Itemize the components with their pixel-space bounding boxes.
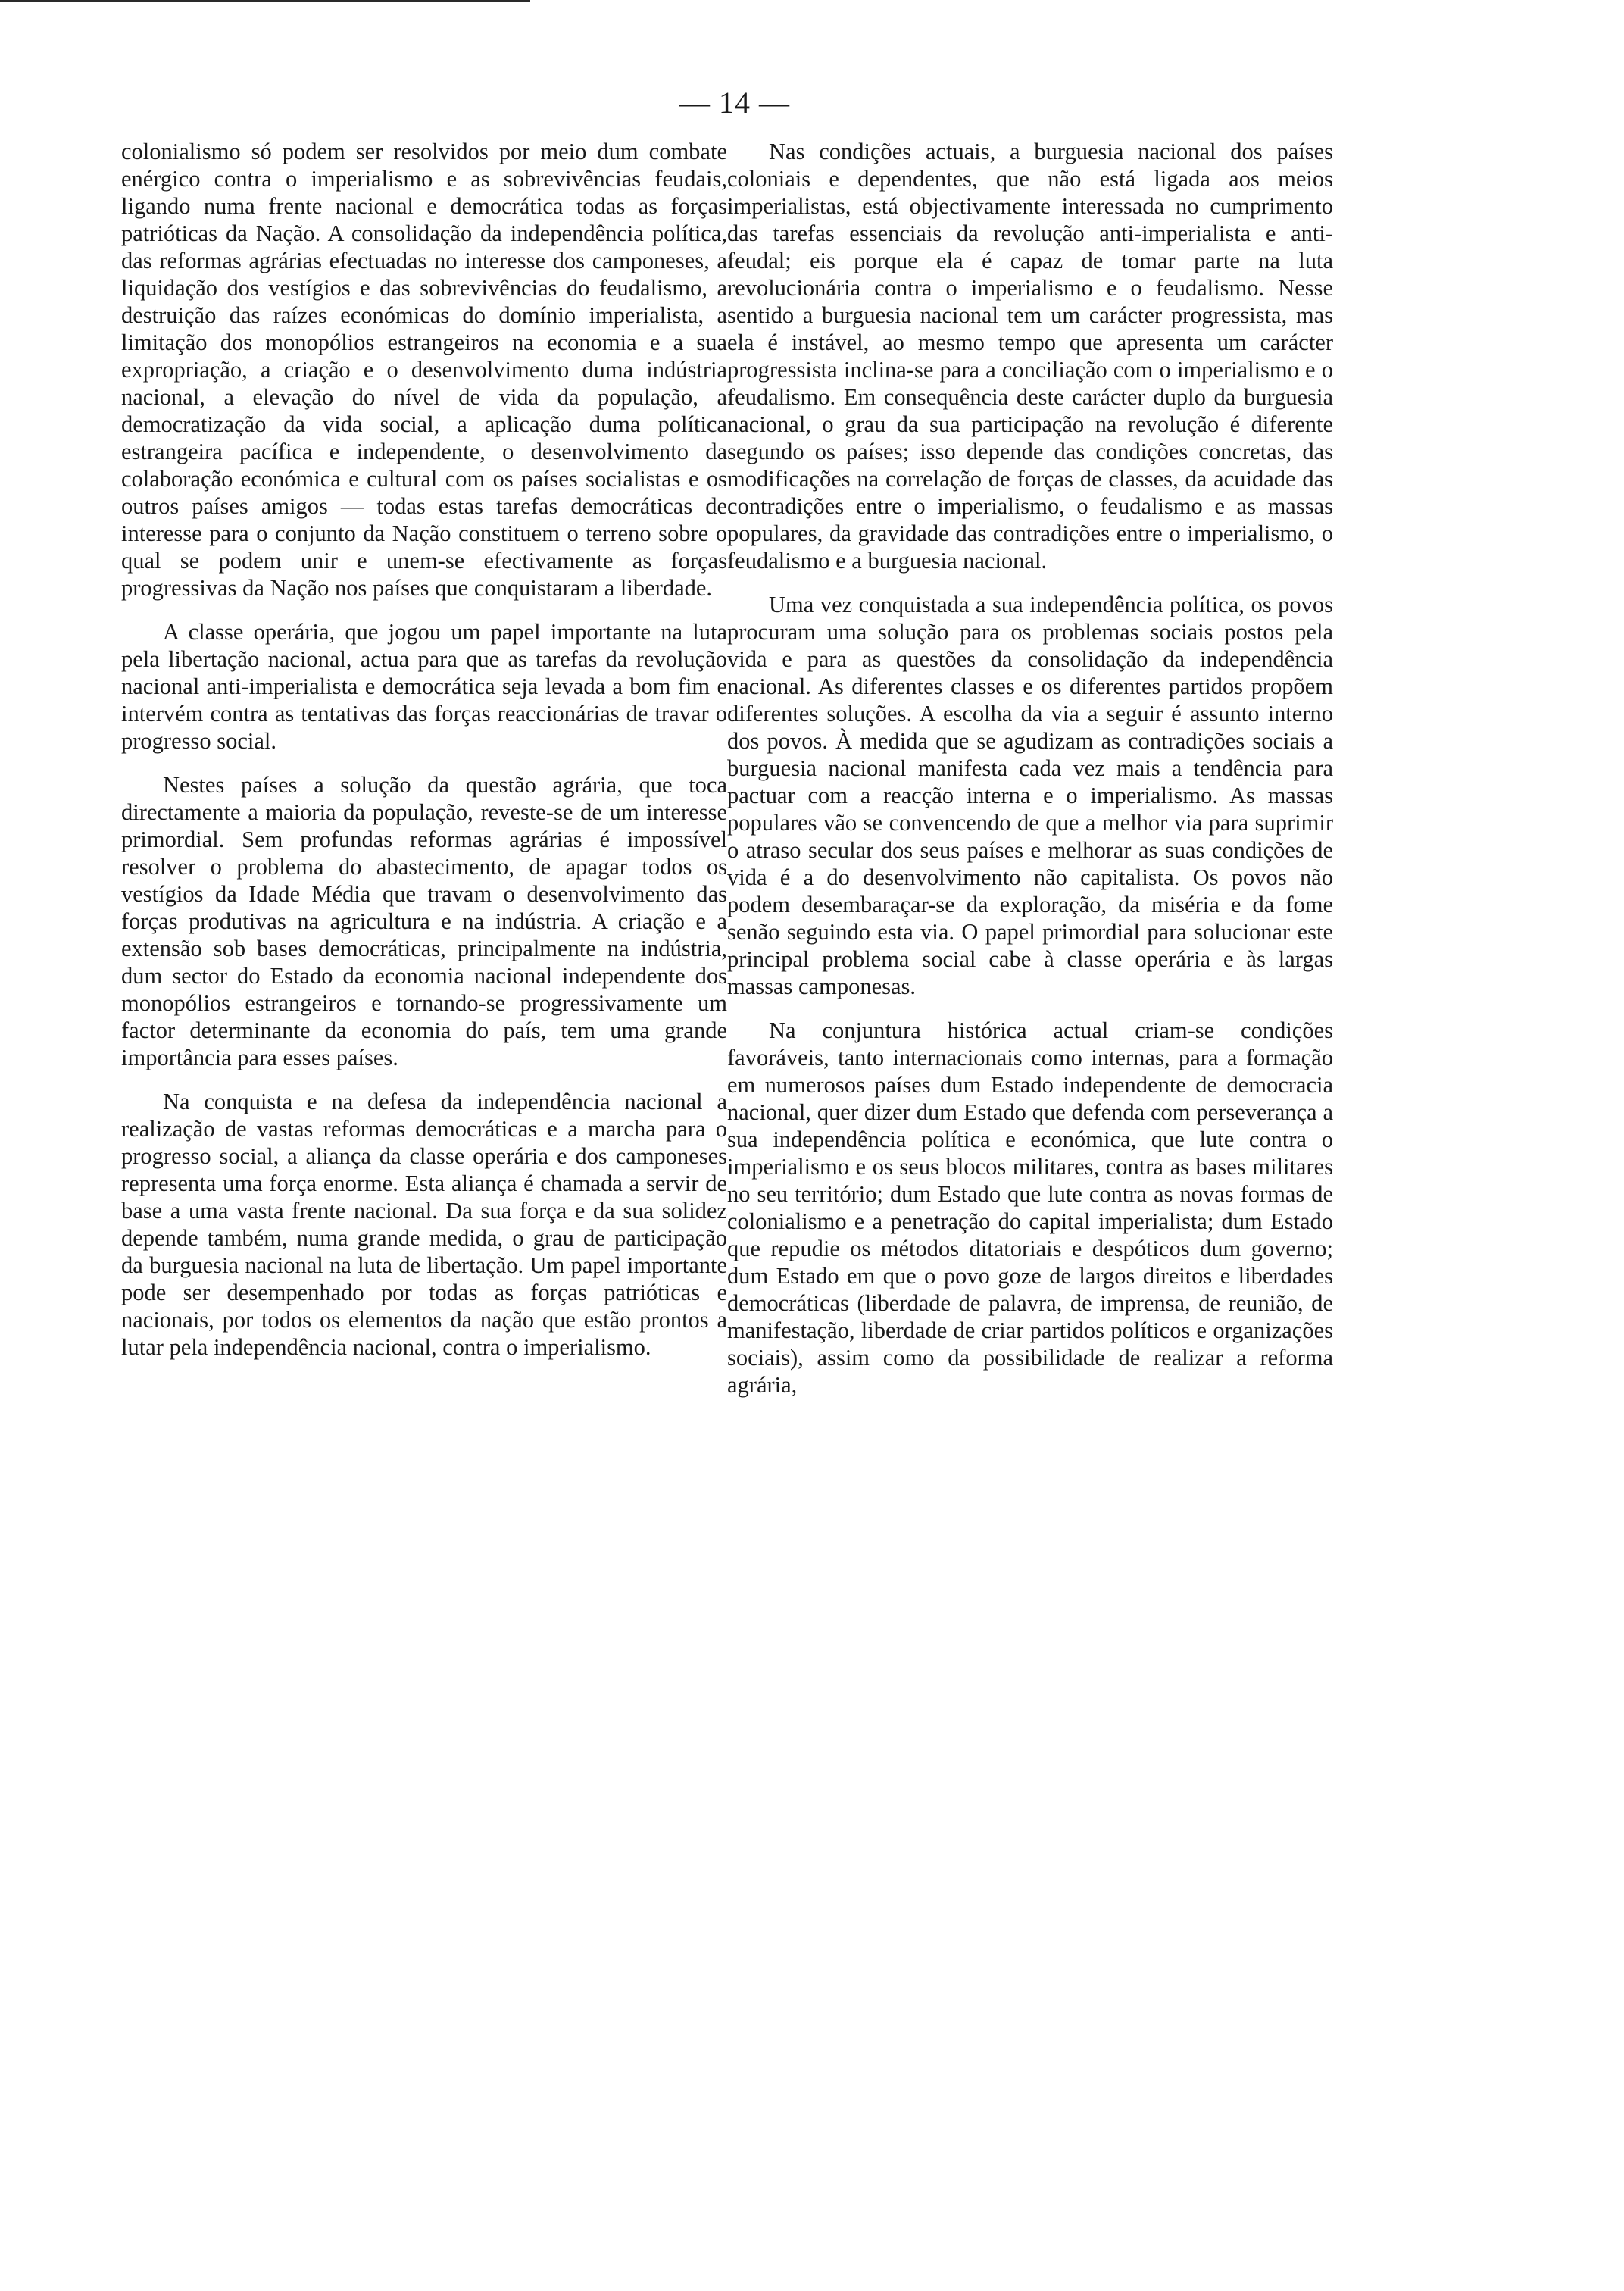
paragraph: A classe operária, que jogou um papel importante na luta pela libertação nacional, actua para que as tarefas da revolução nacional anti-imperialista e democrática seja levada a bom fim e intervém contra as tentativas das forças reaccionárias de travar o progresso social.: [121, 619, 727, 754]
left-column: [121, 138, 727, 1361]
right-column: [727, 138, 1333, 1399]
paragraph: Nas condições actuais, a burguesia nacional dos países coloniais e dependentes, que não está ligada aos meios imperialistas, está objectivamente interessada no cumprimento das tarefas essenciais da revolução anti-imperialista e anti-feudal; eis porque ela é capaz de tomar parte na luta revolucionária contra o imperialismo e o feudalismo. Nesse sentido a burguesia nacional tem um carácter progressista, mas ela é instável, ao mesmo tempo que apresenta um carácter progressista inclina-se para a conciliação com o imperialismo e o feudalismo. Em consequência deste carácter duplo da burguesia nacional, o grau da sua participação na revolução é diferente segundo os países; isso depende das condições concretas, das modificações na correlação de forças de classes, da acuidade das contradições entre o imperialismo, o feudalismo e as massas populares, da gravidade das contradições entre o imperialismo, o feudalismo e a burguesia nacional.: [727, 139, 1333, 574]
paragraph: Nestes países a solução da questão agrária, que toca directamente a maioria da população, reveste-se de um interesse primordial. Sem profundas reformas agrárias é impossível resolver o problema do abastecimento, de apagar todos os vestígios da Idade Média que travam o desenvolvimento das forças produtivas na agricultura e na indústria. A criação e a extensão sob bases democráticas, principalmente na indústria, dum sector do Estado da economia nacional independente dos monopólios estrangeiros e tornando-se progressivamente um factor determinante da economia do país, tem uma grande importância para esses países.: [121, 772, 727, 1070]
top-rule: [0, 0, 530, 2]
paragraph: Uma vez conquistada a sua independência política, os povos procuram uma solução para os problemas sociais postos pela vida e para as questões da consolidação da independência nacional. As diferentes classes e os diferentes partidos propõem diferentes soluções. A escolha da via a seguir é assunto interno dos povos. À medida que se agudizam as contradições sociais a burguesia nacional manifesta cada vez mais a tendência para pactuar com a reacção interna e o imperialismo. As massas populares vão se convencendo de que a melhor via para suprimir o atraso secular dos seus países e melhorar as suas condições de vida é a do desenvolvimento não capitalista. Os povos não podem desembaraçar-se da exploração, da miséria e da fome senão seguindo esta via. O papel primordial para solucionar este principal problema social cabe à classe operária e às largas massas camponesas.: [727, 592, 1333, 999]
paragraph: colonialismo só podem ser resolvidos por meio dum combate enérgico contra o imperialismo e as sobrevivências feudais, ligando numa frente nacional e democrática todas as forças patrióticas da Nação. A consolidação da independência política, das reformas agrárias efectuadas no interesse dos camponeses, a liquidação dos vestígios e das sobrevivências do feudalismo, a destruição das raízes económicas do domínio imperialista, a limitação dos monopólios estrangeiros na economia e a sua expropriação, a criação e o desenvolvimento duma indústria nacional, a elevação do nível de vida da população, a democratização da vida social, a aplicação duma política estrangeira pacífica e independente, o desenvolvimento da colaboração económica e cultural com os países socialistas e os outros países amigos — todas estas tarefas democráticas de interesse para o conjunto da Nação constituem o terreno sobre o qual se podem unir e unem-se efectivamente as forças progressivas da Nação nos países que conquistaram a liberdade.: [121, 139, 727, 601]
page-number: — 14 —: [679, 86, 790, 120]
paragraph: Na conquista e na defesa da independência nacional a realização de vastas reformas democráticas e a marcha para o progresso social, a aliança da classe operária e dos camponeses representa uma força enorme. Esta aliança é chamada a servir de base a uma vasta frente nacional. Da sua força e da sua solidez depende também, numa grande medida, o grau de participação da burguesia nacional na luta de libertação. Um papel importante pode ser desempenhado por todas as forças patrióticas e nacionais, por todos os elementos da nação que estão prontos a lutar pela independência nacional, contra o imperialismo.: [121, 1089, 727, 1360]
paragraph: Na conjuntura histórica actual criam-se condições favoráveis, tanto internacionais como internas, para a formação em numerosos países dum Estado independente de democracia nacional, quer dizer dum Estado que defenda com perseverança a sua independência política e económica, que lute contra o imperialismo e os seus blocos militares, contra as bases militares no seu território; dum Estado que lute contra as novas formas de colonialismo e a penetração do capital imperialista; dum Estado que repudie os métodos ditatoriais e despóticos dum governo; dum Estado em que o povo goze de largos direitos e liberdades democráticas (liberdade de palavra, de imprensa, de reunião, de manifestação, liberdade de criar partidos políticos e organizações sociais), assim como da possibilidade de realizar a reforma agrária,: [727, 1017, 1333, 1398]
